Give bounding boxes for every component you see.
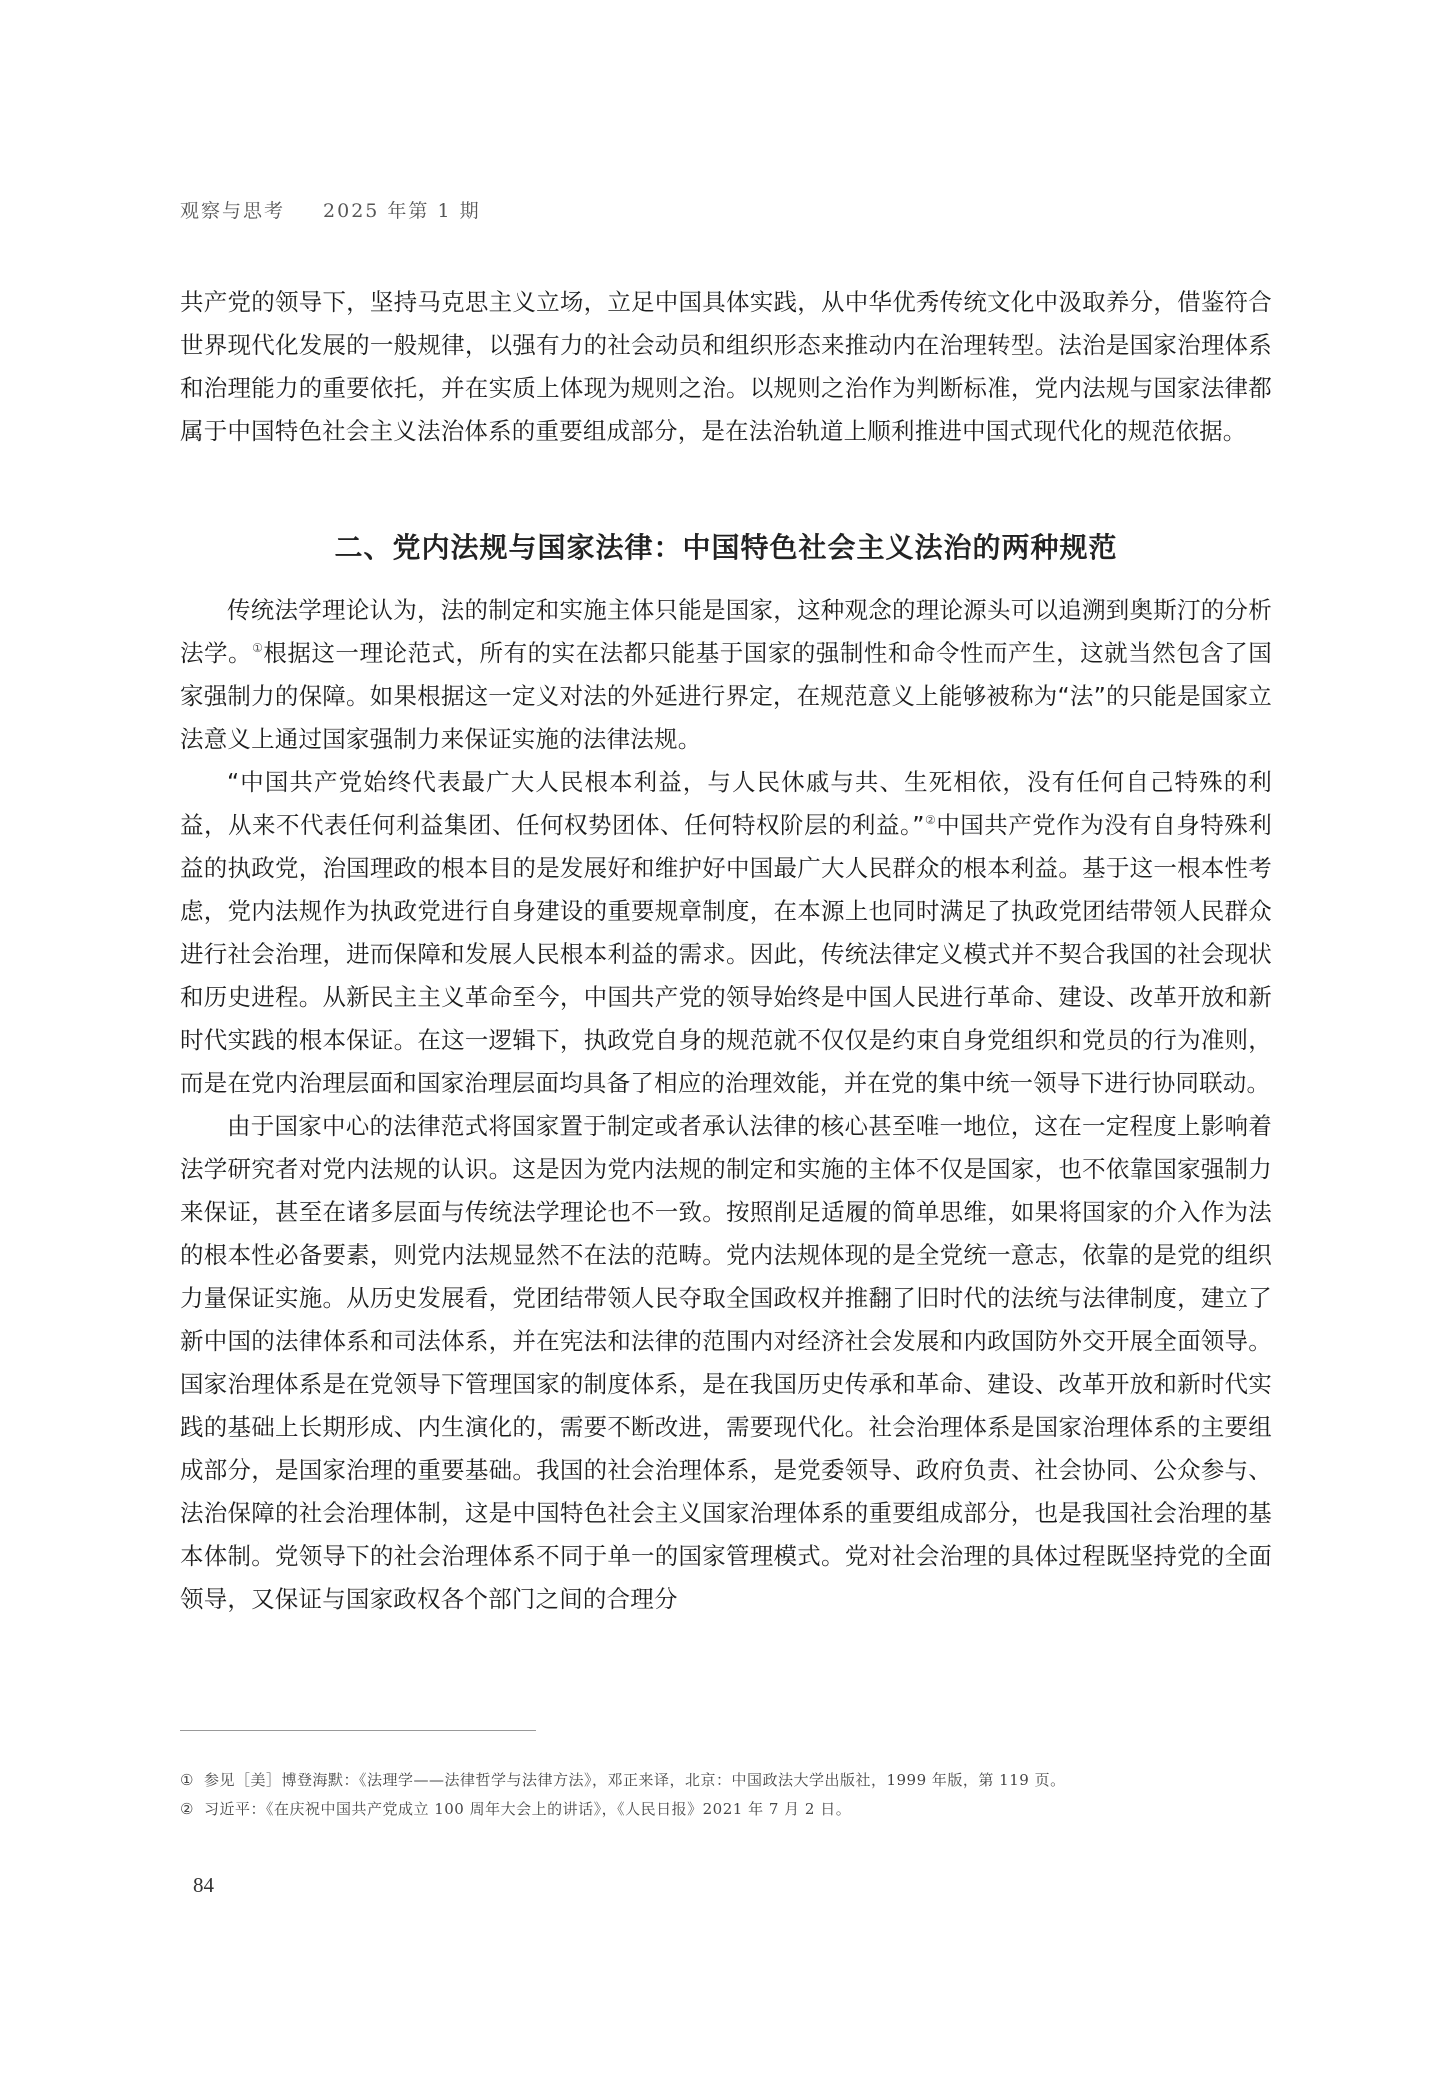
footnote-divider <box>180 1730 536 1731</box>
page-number: 84 <box>193 1873 214 1897</box>
continuation-paragraph: 共产党的领导下，坚持马克思主义立场，立足中国具体实践，从中华优秀传统文化中汲取养分，借鉴符合世界现代化发展的一般规律，以强有力的社会动员和组织形态来推动内在治理转型。法治是国家治理体系和治理能力的重要依托，并在实质上体现为规则之治。以规则之治作为判断标准，党内法规与国家法律都属于中国特色社会主义法治体系的重要组成部分，是在法治轨道上顺利推进中国式现代化的规范依据。 <box>180 288 1272 445</box>
paragraph-2-text: “中国共产党始终代表最广大人民根本利益，与人民休戚与共、生死相依，没有任何自己特殊的利益，从来不代表任何利益集团、任何权势团体、任何特权阶层的利益。” <box>180 768 1272 839</box>
paragraph-2-text-cont: 中国共产党作为没有自身特殊利益的执政党，治国理政的根本目的是发展好和维护好中国最广大人民群众的根本利益。基于这一根本性考虑，党内法规作为执政党进行自身建设的重要规章制度，在本源上也同时满足了执政党团结带领人民群众进行社会治理，进而保障和发展人民根本利益的需求。因此，传统法律定义模式并不契合我国的社会现状和历史进程。从新民主主义革命至今，中国共产党的领导始终是中国人民进行革命、建设、改革开放和新时代实践的根本保证。在这一逻辑下，执政党自身的规范就不仅仅是约束自身党组织和党员的行为准则，而是在党内治理层面和国家治理层面均具备了相应的治理效能，并在党的集中统一领导下进行协同联动。 <box>180 811 1272 1097</box>
paragraph-1-text: 传统法学理论认为，法的制定和实施主体只能是国家，这种观念的理论源头可以追溯到奥斯汀的分析法学。 <box>180 596 1272 667</box>
footnote-1 <box>180 1766 1272 1795</box>
main-text-block <box>180 589 1272 1621</box>
footnote-text: 参见［美］博登海默：《法理学——法律哲学与法律方法》，邓正来译，北京：中国政法大学出版社，1999 年版，第 119 页。 <box>203 1771 1066 1789</box>
journal-name: 观察与思考 <box>180 200 286 222</box>
footnote-ref-2[interactable]: ② <box>924 813 937 828</box>
footnote-mark: ① <box>180 1771 194 1789</box>
running-header <box>180 196 481 223</box>
continuation-block <box>180 281 1272 453</box>
footnote-2 <box>180 1795 1272 1824</box>
paragraph-1-text-cont: 根据这一理论范式，所有的实在法都只能基于国家的强制性和命令性而产生，这就当然包含了国家强制力的保障。如果根据这一定义对法的外延进行界定，在规范意义上能够被称为“法”的只能是国家立法意义上通过国家强制力来保证实施的法律法规。 <box>180 639 1272 753</box>
paragraph-1 <box>180 589 1272 761</box>
section-heading: 二、党内法规与国家法律：中国特色社会主义法治的两种规范 <box>334 531 1118 564</box>
footnote-mark: ② <box>180 1800 194 1818</box>
paragraph-3: 由于国家中心的法律范式将国家置于制定或者承认法律的核心甚至唯一地位，这在一定程度上影响着法学研究者对党内法规的认识。这是因为党内法规的制定和实施的主体不仅是国家，也不依靠国家强制力来保证，甚至在诸多层面与传统法学理论也不一致。按照削足适履的简单思维，如果将国家的介入作为法的根本性必备要素，则党内法规显然不在法的范畴。党内法规体现的是全党统一意志，依靠的是党的组织力量保证实施。从历史发展看，党团结带领人民夺取全国政权并推翻了旧时代的法统与法律制度，建立了新中国的法律体系和司法体系，并在宪法和法律的范围内对经济社会发展和内政国防外交开展全面领导。国家治理体系是在党领导下管理国家的制度体系，是在我国历史传承和革命、建设、改革开放和新时代实践的基础上长期形成、内生演化的，需要不断改进，需要现代化。社会治理体系是国家治理体系的主要组成部分，是国家治理的重要基础。我国的社会治理体系，是党委领导、政府负责、社会协同、公众参与、法治保障的社会治理体制，这是中国特色社会主义国家治理体系的重要组成部分，也是我国社会治理的基本体制。党领导下的社会治理体系不同于单一的国家管理模式。党对社会治理的具体过程既坚持党的全面领导，又保证与国家政权各个部门之间的合理分 <box>180 1112 1272 1613</box>
issue-label: 2025 年第 1 期 <box>323 200 481 222</box>
footnote-text: 习近平：《在庆祝中国共产党成立 100 周年大会上的讲话》，《人民日报》2021 年 7 月 2 日。 <box>203 1800 852 1818</box>
footnotes <box>180 1766 1272 1824</box>
paragraph-2 <box>180 761 1272 1105</box>
footnote-ref-1[interactable]: ① <box>252 641 264 656</box>
